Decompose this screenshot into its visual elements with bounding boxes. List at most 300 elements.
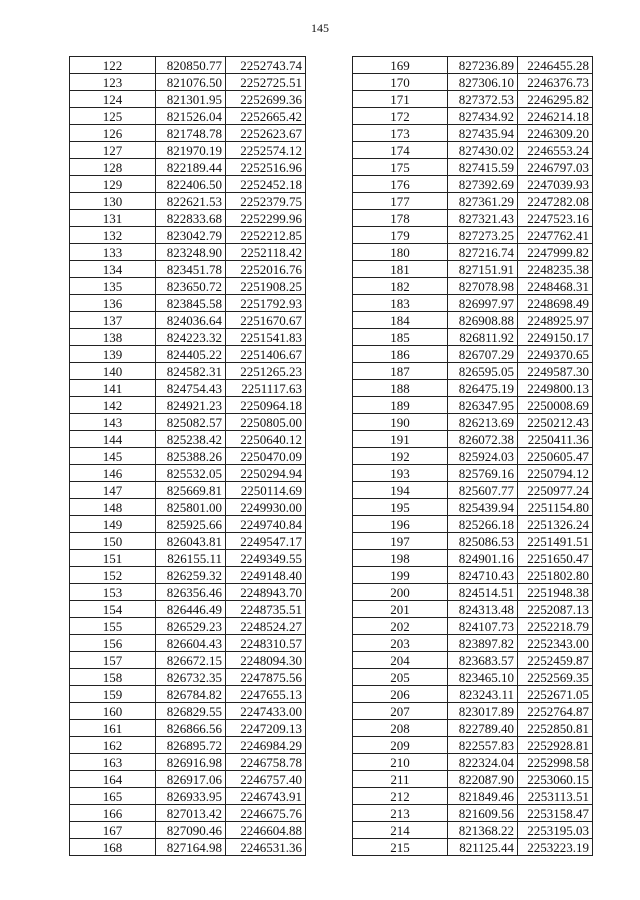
point-number-cell: 197 — [353, 533, 448, 550]
point-number-cell: 163 — [70, 754, 156, 771]
y-coordinate-cell: 2252343.00 — [518, 635, 593, 652]
y-coordinate-cell: 2251117.63 — [226, 380, 306, 397]
table-row — [353, 380, 593, 397]
point-number-cell: 161 — [70, 720, 156, 737]
point-number-cell: 172 — [353, 108, 448, 125]
table-row — [353, 329, 593, 346]
point-number-cell: 168 — [70, 839, 156, 856]
y-coordinate-cell: 2252452.18 — [226, 176, 306, 193]
table-row — [353, 737, 593, 754]
table-row — [353, 584, 593, 601]
y-coordinate-cell: 2252569.35 — [518, 669, 593, 686]
x-coordinate-cell: 826155.11 — [156, 550, 226, 567]
table-row — [353, 227, 593, 244]
x-coordinate-cell: 823683.57 — [448, 652, 518, 669]
point-number-cell: 138 — [70, 329, 156, 346]
point-number-cell: 191 — [353, 431, 448, 448]
y-coordinate-cell: 2250964.18 — [226, 397, 306, 414]
table-row — [353, 431, 593, 448]
x-coordinate-cell: 825669.81 — [156, 482, 226, 499]
y-coordinate-cell: 2252725.51 — [226, 74, 306, 91]
x-coordinate-cell: 823017.89 — [448, 703, 518, 720]
point-number-cell: 171 — [353, 91, 448, 108]
y-coordinate-cell: 2251670.67 — [226, 312, 306, 329]
y-coordinate-cell: 2252459.87 — [518, 652, 593, 669]
y-coordinate-cell: 2247282.08 — [518, 193, 593, 210]
table-row — [70, 227, 306, 244]
table-row — [70, 686, 306, 703]
table-row — [70, 448, 306, 465]
y-coordinate-cell: 2246214.18 — [518, 108, 593, 125]
y-coordinate-cell: 2250008.69 — [518, 397, 593, 414]
page-number: 145 — [311, 21, 329, 35]
point-number-cell: 143 — [70, 414, 156, 431]
y-coordinate-cell: 2252574.12 — [226, 142, 306, 159]
table-row — [353, 363, 593, 380]
point-number-cell: 123 — [70, 74, 156, 91]
y-coordinate-cell: 2249349.55 — [226, 550, 306, 567]
table-row — [70, 397, 306, 414]
y-coordinate-cell: 2252671.05 — [518, 686, 593, 703]
table-row — [70, 210, 306, 227]
y-coordinate-cell: 2252928.81 — [518, 737, 593, 754]
y-coordinate-cell: 2250294.94 — [226, 465, 306, 482]
point-number-cell: 144 — [70, 431, 156, 448]
y-coordinate-cell: 2247523.16 — [518, 210, 593, 227]
y-coordinate-cell: 2247209.13 — [226, 720, 306, 737]
x-coordinate-cell: 824754.43 — [156, 380, 226, 397]
x-coordinate-cell: 821076.50 — [156, 74, 226, 91]
y-coordinate-cell: 2252743.74 — [226, 57, 306, 74]
x-coordinate-cell: 826933.95 — [156, 788, 226, 805]
y-coordinate-cell: 2252087.13 — [518, 601, 593, 618]
table-row — [353, 601, 593, 618]
point-number-cell: 207 — [353, 703, 448, 720]
y-coordinate-cell: 2248698.49 — [518, 295, 593, 312]
table-row — [353, 567, 593, 584]
y-coordinate-cell: 2249370.65 — [518, 346, 593, 363]
y-coordinate-cell: 2246797.03 — [518, 159, 593, 176]
table-row — [70, 278, 306, 295]
x-coordinate-cell: 824313.48 — [448, 601, 518, 618]
point-number-cell: 194 — [353, 482, 448, 499]
x-coordinate-cell: 824223.32 — [156, 329, 226, 346]
x-coordinate-cell: 821970.19 — [156, 142, 226, 159]
point-number-cell: 204 — [353, 652, 448, 669]
point-number-cell: 179 — [353, 227, 448, 244]
point-number-cell: 159 — [70, 686, 156, 703]
y-coordinate-cell: 2246531.36 — [226, 839, 306, 856]
x-coordinate-cell: 826997.97 — [448, 295, 518, 312]
x-coordinate-cell: 824107.73 — [448, 618, 518, 635]
y-coordinate-cell: 2252850.81 — [518, 720, 593, 737]
point-number-cell: 130 — [70, 193, 156, 210]
table-row — [70, 601, 306, 618]
point-number-cell: 189 — [353, 397, 448, 414]
point-number-cell: 141 — [70, 380, 156, 397]
x-coordinate-cell: 825082.57 — [156, 414, 226, 431]
point-number-cell: 134 — [70, 261, 156, 278]
point-number-cell: 209 — [353, 737, 448, 754]
table-row — [70, 618, 306, 635]
x-coordinate-cell: 826732.35 — [156, 669, 226, 686]
point-number-cell: 203 — [353, 635, 448, 652]
table-row — [70, 346, 306, 363]
x-coordinate-cell: 826604.43 — [156, 635, 226, 652]
x-coordinate-cell: 824901.16 — [448, 550, 518, 567]
y-coordinate-cell: 2248735.51 — [226, 601, 306, 618]
y-coordinate-cell: 2246309.20 — [518, 125, 593, 142]
x-coordinate-cell: 826347.95 — [448, 397, 518, 414]
table-row — [70, 516, 306, 533]
point-number-cell: 126 — [70, 125, 156, 142]
y-coordinate-cell: 2250212.43 — [518, 414, 593, 431]
y-coordinate-cell: 2249800.13 — [518, 380, 593, 397]
y-coordinate-cell: 2253060.15 — [518, 771, 593, 788]
x-coordinate-cell: 823897.82 — [448, 635, 518, 652]
x-coordinate-cell: 824036.64 — [156, 312, 226, 329]
y-coordinate-cell: 2247039.93 — [518, 176, 593, 193]
table-row — [353, 533, 593, 550]
point-number-cell: 190 — [353, 414, 448, 431]
table-row — [70, 499, 306, 516]
point-number-cell: 150 — [70, 533, 156, 550]
y-coordinate-cell: 2246984.29 — [226, 737, 306, 754]
x-coordinate-cell: 821301.95 — [156, 91, 226, 108]
point-number-cell: 210 — [353, 754, 448, 771]
x-coordinate-cell: 824921.23 — [156, 397, 226, 414]
point-number-cell: 166 — [70, 805, 156, 822]
table-row — [353, 805, 593, 822]
table-row — [353, 278, 593, 295]
y-coordinate-cell: 2250114.69 — [226, 482, 306, 499]
table-row — [353, 550, 593, 567]
point-number-cell: 152 — [70, 567, 156, 584]
x-coordinate-cell: 826529.23 — [156, 618, 226, 635]
point-number-cell: 142 — [70, 397, 156, 414]
table-row — [353, 210, 593, 227]
y-coordinate-cell: 2248468.31 — [518, 278, 593, 295]
x-coordinate-cell: 827273.25 — [448, 227, 518, 244]
x-coordinate-cell: 826595.05 — [448, 363, 518, 380]
point-number-cell: 181 — [353, 261, 448, 278]
point-number-cell: 124 — [70, 91, 156, 108]
table-row — [70, 754, 306, 771]
table-row — [70, 482, 306, 499]
y-coordinate-cell: 2252623.67 — [226, 125, 306, 142]
point-number-cell: 137 — [70, 312, 156, 329]
table-row — [70, 295, 306, 312]
point-number-cell: 173 — [353, 125, 448, 142]
point-number-cell: 208 — [353, 720, 448, 737]
table-row — [353, 448, 593, 465]
x-coordinate-cell: 826072.38 — [448, 431, 518, 448]
y-coordinate-cell: 2251650.47 — [518, 550, 593, 567]
y-coordinate-cell: 2253113.51 — [518, 788, 593, 805]
y-coordinate-cell: 2249930.00 — [226, 499, 306, 516]
x-coordinate-cell: 826916.98 — [156, 754, 226, 771]
table-row — [353, 771, 593, 788]
point-number-cell: 153 — [70, 584, 156, 601]
point-number-cell: 201 — [353, 601, 448, 618]
x-coordinate-cell: 825388.26 — [156, 448, 226, 465]
x-coordinate-cell: 826707.29 — [448, 346, 518, 363]
table-row — [70, 74, 306, 91]
x-coordinate-cell: 825801.00 — [156, 499, 226, 516]
y-coordinate-cell: 2252665.42 — [226, 108, 306, 125]
table-row — [70, 312, 306, 329]
table-row — [353, 788, 593, 805]
table-row — [70, 159, 306, 176]
point-number-cell: 205 — [353, 669, 448, 686]
x-coordinate-cell: 825238.42 — [156, 431, 226, 448]
x-coordinate-cell: 825266.18 — [448, 516, 518, 533]
y-coordinate-cell: 2251792.93 — [226, 295, 306, 312]
y-coordinate-cell: 2251265.23 — [226, 363, 306, 380]
y-coordinate-cell: 2249148.40 — [226, 567, 306, 584]
table-row — [353, 822, 593, 839]
point-number-cell: 154 — [70, 601, 156, 618]
table-row — [70, 584, 306, 601]
y-coordinate-cell: 2251908.25 — [226, 278, 306, 295]
table-row — [70, 788, 306, 805]
x-coordinate-cell: 824582.31 — [156, 363, 226, 380]
x-coordinate-cell: 822189.44 — [156, 159, 226, 176]
y-coordinate-cell: 2247655.13 — [226, 686, 306, 703]
table-row — [353, 176, 593, 193]
y-coordinate-cell: 2250640.12 — [226, 431, 306, 448]
y-coordinate-cell: 2246758.78 — [226, 754, 306, 771]
point-number-cell: 127 — [70, 142, 156, 159]
x-coordinate-cell: 827361.29 — [448, 193, 518, 210]
table-row — [353, 295, 593, 312]
point-number-cell: 164 — [70, 771, 156, 788]
x-coordinate-cell: 820850.77 — [156, 57, 226, 74]
x-coordinate-cell: 826784.82 — [156, 686, 226, 703]
point-number-cell: 188 — [353, 380, 448, 397]
x-coordinate-cell: 821609.56 — [448, 805, 518, 822]
table-row — [353, 91, 593, 108]
point-number-cell: 169 — [353, 57, 448, 74]
x-coordinate-cell: 827090.46 — [156, 822, 226, 839]
y-coordinate-cell: 2249547.17 — [226, 533, 306, 550]
y-coordinate-cell: 2251406.67 — [226, 346, 306, 363]
x-coordinate-cell: 826356.46 — [156, 584, 226, 601]
x-coordinate-cell: 827415.59 — [448, 159, 518, 176]
x-coordinate-cell: 827430.02 — [448, 142, 518, 159]
table-row — [70, 363, 306, 380]
x-coordinate-cell: 825924.03 — [448, 448, 518, 465]
table-row — [70, 465, 306, 482]
y-coordinate-cell: 2249587.30 — [518, 363, 593, 380]
y-coordinate-cell: 2252998.58 — [518, 754, 593, 771]
table-row — [353, 635, 593, 652]
table-row — [70, 805, 306, 822]
point-number-cell: 180 — [353, 244, 448, 261]
y-coordinate-cell: 2247875.56 — [226, 669, 306, 686]
point-number-cell: 128 — [70, 159, 156, 176]
point-number-cell: 156 — [70, 635, 156, 652]
table-row — [353, 669, 593, 686]
table-row — [353, 193, 593, 210]
x-coordinate-cell: 826043.81 — [156, 533, 226, 550]
table-row — [353, 125, 593, 142]
point-number-cell: 186 — [353, 346, 448, 363]
table-body — [353, 57, 593, 856]
y-coordinate-cell: 2251491.51 — [518, 533, 593, 550]
x-coordinate-cell: 826829.55 — [156, 703, 226, 720]
table-row — [353, 74, 593, 91]
x-coordinate-cell: 827013.42 — [156, 805, 226, 822]
x-coordinate-cell: 824514.51 — [448, 584, 518, 601]
x-coordinate-cell: 827392.69 — [448, 176, 518, 193]
x-coordinate-cell: 825532.05 — [156, 465, 226, 482]
point-number-cell: 170 — [353, 74, 448, 91]
y-coordinate-cell: 2247762.41 — [518, 227, 593, 244]
y-coordinate-cell: 2247999.82 — [518, 244, 593, 261]
table-row — [70, 822, 306, 839]
point-number-cell: 206 — [353, 686, 448, 703]
table-row — [353, 618, 593, 635]
point-number-cell: 193 — [353, 465, 448, 482]
y-coordinate-cell: 2248310.57 — [226, 635, 306, 652]
x-coordinate-cell: 821526.04 — [156, 108, 226, 125]
x-coordinate-cell: 821748.78 — [156, 125, 226, 142]
x-coordinate-cell: 825607.77 — [448, 482, 518, 499]
table-row — [70, 567, 306, 584]
point-number-cell: 155 — [70, 618, 156, 635]
table-row — [70, 771, 306, 788]
table-row — [353, 686, 593, 703]
point-number-cell: 151 — [70, 550, 156, 567]
x-coordinate-cell: 827372.53 — [448, 91, 518, 108]
point-number-cell: 145 — [70, 448, 156, 465]
point-number-cell: 135 — [70, 278, 156, 295]
x-coordinate-cell: 826446.49 — [156, 601, 226, 618]
y-coordinate-cell: 2250805.00 — [226, 414, 306, 431]
y-coordinate-cell: 2253195.03 — [518, 822, 593, 839]
x-coordinate-cell: 822621.53 — [156, 193, 226, 210]
y-coordinate-cell: 2246604.88 — [226, 822, 306, 839]
x-coordinate-cell: 824710.43 — [448, 567, 518, 584]
y-coordinate-cell: 2252016.76 — [226, 261, 306, 278]
y-coordinate-cell: 2250470.09 — [226, 448, 306, 465]
table-row — [70, 533, 306, 550]
point-number-cell: 132 — [70, 227, 156, 244]
y-coordinate-cell: 2249150.17 — [518, 329, 593, 346]
x-coordinate-cell: 826917.06 — [156, 771, 226, 788]
x-coordinate-cell: 826866.56 — [156, 720, 226, 737]
y-coordinate-cell: 2252764.87 — [518, 703, 593, 720]
x-coordinate-cell: 824405.22 — [156, 346, 226, 363]
x-coordinate-cell: 826908.88 — [448, 312, 518, 329]
point-number-cell: 178 — [353, 210, 448, 227]
y-coordinate-cell: 2252118.42 — [226, 244, 306, 261]
y-coordinate-cell: 2252218.79 — [518, 618, 593, 635]
x-coordinate-cell: 822087.90 — [448, 771, 518, 788]
y-coordinate-cell: 2249740.84 — [226, 516, 306, 533]
x-coordinate-cell: 825439.94 — [448, 499, 518, 516]
table-row — [70, 414, 306, 431]
point-number-cell: 202 — [353, 618, 448, 635]
y-coordinate-cell: 2251802.80 — [518, 567, 593, 584]
table-row — [70, 703, 306, 720]
y-coordinate-cell: 2253223.19 — [518, 839, 593, 856]
point-number-cell: 158 — [70, 669, 156, 686]
x-coordinate-cell: 823042.79 — [156, 227, 226, 244]
table-row — [70, 550, 306, 567]
point-number-cell: 147 — [70, 482, 156, 499]
table-row — [70, 329, 306, 346]
table-row — [353, 346, 593, 363]
y-coordinate-cell: 2246376.73 — [518, 74, 593, 91]
point-number-cell: 195 — [353, 499, 448, 516]
y-coordinate-cell: 2252299.96 — [226, 210, 306, 227]
y-coordinate-cell: 2250605.47 — [518, 448, 593, 465]
y-coordinate-cell: 2248524.27 — [226, 618, 306, 635]
x-coordinate-cell: 827216.74 — [448, 244, 518, 261]
x-coordinate-cell: 821368.22 — [448, 822, 518, 839]
table-row — [70, 737, 306, 754]
x-coordinate-cell: 823243.11 — [448, 686, 518, 703]
table-row — [70, 193, 306, 210]
point-number-cell: 131 — [70, 210, 156, 227]
point-number-cell: 146 — [70, 465, 156, 482]
table-row — [353, 499, 593, 516]
point-number-cell: 211 — [353, 771, 448, 788]
point-number-cell: 187 — [353, 363, 448, 380]
point-number-cell: 214 — [353, 822, 448, 839]
table-row — [353, 312, 593, 329]
coordinates-table-left — [69, 56, 306, 856]
x-coordinate-cell: 826259.32 — [156, 567, 226, 584]
point-number-cell: 167 — [70, 822, 156, 839]
x-coordinate-cell: 827434.92 — [448, 108, 518, 125]
table-row — [70, 108, 306, 125]
table-row — [353, 482, 593, 499]
table-row — [353, 703, 593, 720]
point-number-cell: 185 — [353, 329, 448, 346]
table-row — [353, 414, 593, 431]
x-coordinate-cell: 822833.68 — [156, 210, 226, 227]
x-coordinate-cell: 822557.83 — [448, 737, 518, 754]
y-coordinate-cell: 2252379.75 — [226, 193, 306, 210]
x-coordinate-cell: 823650.72 — [156, 278, 226, 295]
x-coordinate-cell: 825925.66 — [156, 516, 226, 533]
point-number-cell: 122 — [70, 57, 156, 74]
point-number-cell: 192 — [353, 448, 448, 465]
x-coordinate-cell: 825769.16 — [448, 465, 518, 482]
x-coordinate-cell: 827151.91 — [448, 261, 518, 278]
point-number-cell: 125 — [70, 108, 156, 125]
point-number-cell: 148 — [70, 499, 156, 516]
x-coordinate-cell: 826213.69 — [448, 414, 518, 431]
point-number-cell: 183 — [353, 295, 448, 312]
x-coordinate-cell: 826672.15 — [156, 652, 226, 669]
point-number-cell: 198 — [353, 550, 448, 567]
y-coordinate-cell: 2252699.36 — [226, 91, 306, 108]
x-coordinate-cell: 823451.78 — [156, 261, 226, 278]
table-row — [70, 176, 306, 193]
y-coordinate-cell: 2251326.24 — [518, 516, 593, 533]
point-number-cell: 184 — [353, 312, 448, 329]
y-coordinate-cell: 2248094.30 — [226, 652, 306, 669]
x-coordinate-cell: 827321.43 — [448, 210, 518, 227]
y-coordinate-cell: 2248925.97 — [518, 312, 593, 329]
table-row — [70, 635, 306, 652]
point-number-cell: 157 — [70, 652, 156, 669]
x-coordinate-cell: 827164.98 — [156, 839, 226, 856]
